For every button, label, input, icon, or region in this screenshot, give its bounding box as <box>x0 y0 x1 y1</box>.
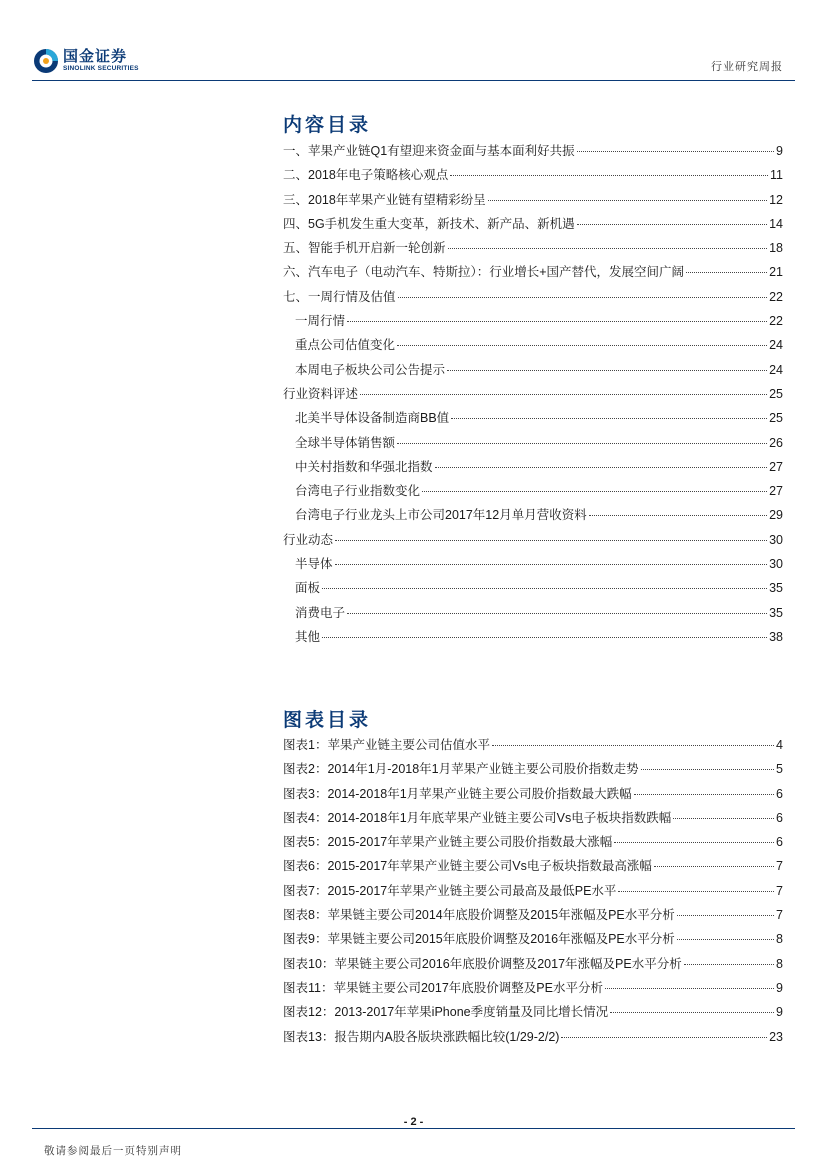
toc-entry-title: 五、智能手机开启新一轮创新 <box>283 241 446 256</box>
toc-entry-page: 27 <box>769 459 783 474</box>
toc-entry[interactable] <box>283 433 783 457</box>
toc-entry-page: 35 <box>769 581 783 596</box>
toc-entry-page: 4 <box>776 738 783 752</box>
toc-entry-page: 30 <box>769 557 783 572</box>
toc-entry[interactable] <box>283 335 783 359</box>
toc-entry[interactable] <box>283 978 783 1002</box>
toc-entry[interactable] <box>283 384 783 408</box>
toc-entry-title: 台湾电子行业指数变化 <box>295 484 421 499</box>
toc-leader-dots <box>614 842 774 843</box>
toc-leader-dots <box>686 272 767 273</box>
page-number <box>0 1116 827 1128</box>
toc-entry[interactable] <box>283 238 783 262</box>
toc-entry[interactable] <box>283 784 783 808</box>
toc-entry-title: 图表9：苹果链主要公司2015年底股价调整及2016年涨幅及PE水平分析 <box>283 932 675 947</box>
toc-leader-dots <box>335 564 768 565</box>
toc-entry-title: 重点公司估值变化 <box>295 338 396 353</box>
report-type: 行业研究周报 <box>711 61 783 73</box>
toc-leader-dots <box>347 613 767 614</box>
toc-leader-dots <box>397 443 767 444</box>
toc-entry-title: 六、汽车电子（电动汽车、特斯拉）：行业增长+国产替代，发展空间广阔 <box>283 265 685 280</box>
toc-leader-dots <box>605 988 774 989</box>
toc-entry-page: 35 <box>769 605 783 620</box>
toc-leader-dots <box>360 394 767 395</box>
toc-entry-title: 面板 <box>295 581 321 596</box>
toc-entry-title: 三、2018年苹果产业链有望精彩纷呈 <box>283 192 486 207</box>
toc-entry-title: 消费电子 <box>295 605 346 620</box>
toc-entry-page: 6 <box>776 835 783 850</box>
toc-entry-page: 9 <box>776 144 783 158</box>
toc-leader-dots <box>654 866 774 867</box>
toc-entry-title: 全球半导体销售额 <box>295 435 396 450</box>
toc-entry-page: 22 <box>769 314 783 329</box>
toc-leader-dots <box>450 175 768 176</box>
toc-entry-page: 26 <box>769 435 783 450</box>
toc-entry-page: 5 <box>776 762 783 777</box>
toc-entry[interactable] <box>283 554 783 578</box>
toc-leader-dots <box>322 588 767 589</box>
toc-leader-dots <box>492 745 774 746</box>
toc-leader-dots <box>451 418 767 419</box>
toc-entry-title: 中关村指数和华强北指数 <box>295 459 433 474</box>
toc-entry-title: 其他 <box>295 629 321 644</box>
toc-entry-page: 11 <box>770 168 783 183</box>
toc-leader-dots <box>398 297 768 298</box>
toc-entry[interactable] <box>283 881 783 905</box>
toc-entry-page: 24 <box>769 338 783 353</box>
toc-leader-dots <box>488 200 767 201</box>
toc-entry[interactable] <box>283 481 783 505</box>
toc-entry[interactable] <box>283 759 783 783</box>
toc-entry[interactable] <box>283 856 783 880</box>
toc-leader-dots <box>448 248 768 249</box>
page-header <box>0 0 827 80</box>
toc-entry[interactable] <box>283 578 783 602</box>
toc-entry[interactable] <box>283 929 783 953</box>
toc-leader-dots <box>634 794 774 795</box>
toc-leader-dots <box>577 224 767 225</box>
footer-divider <box>32 1128 795 1129</box>
toc-entry-page: 30 <box>769 532 783 547</box>
toc-entry-title: 图表8：苹果链主要公司2014年底股价调整及2015年涨幅及PE水平分析 <box>283 908 675 923</box>
toc-entry-page: 24 <box>769 362 783 377</box>
toc-leader-dots <box>589 515 767 516</box>
toc-entry-page: 25 <box>769 411 783 426</box>
sinolink-logo <box>33 48 139 74</box>
contents-title: 内容目录 <box>283 115 372 136</box>
toc-entry-page: 7 <box>776 859 783 874</box>
toc-entry-title: 一、苹果产业链Q1有望迎来资金面与基本面利好共振 <box>283 144 575 158</box>
disclaimer: 敬请参阅最后一页特别声明 <box>44 1145 182 1157</box>
toc-entry[interactable] <box>283 214 783 238</box>
toc-entry-title: 四、5G手机发生重大变革，新技术、新产品、新机遇 <box>283 216 575 231</box>
toc-entry-title: 行业动态 <box>283 532 334 547</box>
toc-entry-page: 7 <box>776 908 783 923</box>
toc-entry-page: 6 <box>776 786 783 801</box>
toc-entry[interactable] <box>283 457 783 481</box>
toc-entry-title: 图表7：2015-2017年苹果产业链主要公司最高及最低PE水平 <box>283 883 617 898</box>
toc-entry[interactable] <box>283 360 783 384</box>
toc-entry[interactable] <box>283 603 783 627</box>
page-number-text: - 2 - <box>400 1116 428 1128</box>
toc-entry-title: 北美半导体设备制造商BB值 <box>295 411 450 426</box>
toc-leader-dots <box>422 491 767 492</box>
toc-entry[interactable] <box>283 262 783 286</box>
toc-entry[interactable] <box>283 505 783 529</box>
toc-entry[interactable] <box>283 808 783 832</box>
toc-entry[interactable] <box>283 287 783 311</box>
toc-leader-dots <box>684 964 774 965</box>
toc-leader-dots <box>677 939 774 940</box>
toc-entry[interactable] <box>283 165 783 189</box>
toc-leader-dots <box>673 818 774 819</box>
toc-entry[interactable] <box>283 408 783 432</box>
toc-entry-title: 图表2：2014年1月-2018年1月苹果产业链主要公司股价指数走势 <box>283 762 639 777</box>
toc-entry[interactable] <box>283 735 783 759</box>
toc-entry-title: 图表11：苹果链主要公司2017年底股价调整及PE水平分析 <box>283 980 603 995</box>
toc-leader-dots <box>435 467 768 468</box>
toc-entry[interactable] <box>283 627 783 651</box>
toc-leader-dots <box>397 345 767 346</box>
toc-leader-dots <box>577 151 774 152</box>
toc-entry-title: 七、一周行情及估值 <box>283 289 396 304</box>
contents-list <box>283 141 783 651</box>
toc-entry[interactable] <box>283 905 783 929</box>
figures-title: 图表目录 <box>283 710 372 731</box>
toc-entry[interactable] <box>283 832 783 856</box>
toc-leader-dots <box>561 1037 767 1038</box>
toc-entry-title: 半导体 <box>295 557 333 572</box>
toc-entry-page: 23 <box>769 1029 783 1044</box>
toc-entry[interactable] <box>283 1027 783 1051</box>
toc-entry-title: 行业资料评述 <box>283 386 359 401</box>
toc-entry-page: 9 <box>776 980 783 995</box>
toc-entry-title: 图表10：苹果链主要公司2016年底股价调整及2017年涨幅及PE水平分析 <box>283 956 682 971</box>
toc-entry-title: 图表3：2014-2018年1月苹果产业链主要公司股价指数最大跌幅 <box>283 786 632 801</box>
toc-entry-title: 图表5：2015-2017年苹果产业链主要公司股价指数最大涨幅 <box>283 835 613 850</box>
toc-entry-title: 图表13：报告期内A股各版块涨跌幅比较(1/29-2/2) <box>283 1029 560 1044</box>
toc-entry-page: 12 <box>769 192 783 207</box>
toc-leader-dots <box>347 321 767 322</box>
logo-en-text: SINOLINK SECURITIES <box>63 65 139 73</box>
toc-leader-dots <box>677 915 774 916</box>
toc-leader-dots <box>618 891 774 892</box>
toc-entry-page: 22 <box>769 289 783 304</box>
toc-entry[interactable] <box>283 190 783 214</box>
toc-entry-page: 25 <box>769 386 783 401</box>
toc-entry-page: 21 <box>769 265 783 280</box>
toc-entry[interactable] <box>283 1002 783 1026</box>
toc-entry-title: 图表6：2015-2017年苹果产业链主要公司Vs电子板块指数最高涨幅 <box>283 859 652 874</box>
toc-entry-title: 本周电子板块公司公告提示 <box>295 362 446 377</box>
toc-entry-title: 二、2018年电子策略核心观点 <box>283 168 449 183</box>
header-divider <box>32 80 795 81</box>
toc-entry-title: 台湾电子行业龙头上市公司2017年12月单月营收资料 <box>295 508 587 523</box>
toc-entry-page: 14 <box>769 216 783 231</box>
toc-leader-dots <box>335 540 767 541</box>
toc-entry[interactable] <box>283 311 783 335</box>
toc-leader-dots <box>641 769 774 770</box>
toc-entry-page: 38 <box>769 629 783 644</box>
toc-leader-dots <box>610 1012 774 1013</box>
toc-entry-page: 29 <box>769 508 783 523</box>
figures-list <box>283 735 783 1051</box>
toc-entry-title: 图表12：2013-2017年苹果iPhone季度销量及同比增长情况 <box>283 1005 609 1020</box>
toc-leader-dots <box>447 370 767 371</box>
toc-entry-title: 图表1：苹果产业链主要公司估值水平 <box>283 738 490 752</box>
logo-cn-text: 国金证券 <box>63 48 128 66</box>
toc-entry[interactable] <box>283 530 783 554</box>
toc-leader-dots <box>322 637 767 638</box>
toc-entry-page: 27 <box>769 484 783 499</box>
sinolink-logo-icon <box>33 48 59 74</box>
toc-entry-title: 图表4：2014-2018年1月年底苹果产业链主要公司Vs电子板块指数跌幅 <box>283 810 672 825</box>
toc-entry-page: 8 <box>776 932 783 947</box>
toc-entry-title: 一周行情 <box>295 314 346 329</box>
toc-entry-page: 18 <box>769 241 783 256</box>
toc-entry-page: 7 <box>776 883 783 898</box>
toc-entry-page: 8 <box>776 956 783 971</box>
toc-entry-page: 6 <box>776 810 783 825</box>
toc-entry[interactable] <box>283 141 783 165</box>
toc-entry-page: 9 <box>776 1005 783 1020</box>
toc-entry[interactable] <box>283 954 783 978</box>
